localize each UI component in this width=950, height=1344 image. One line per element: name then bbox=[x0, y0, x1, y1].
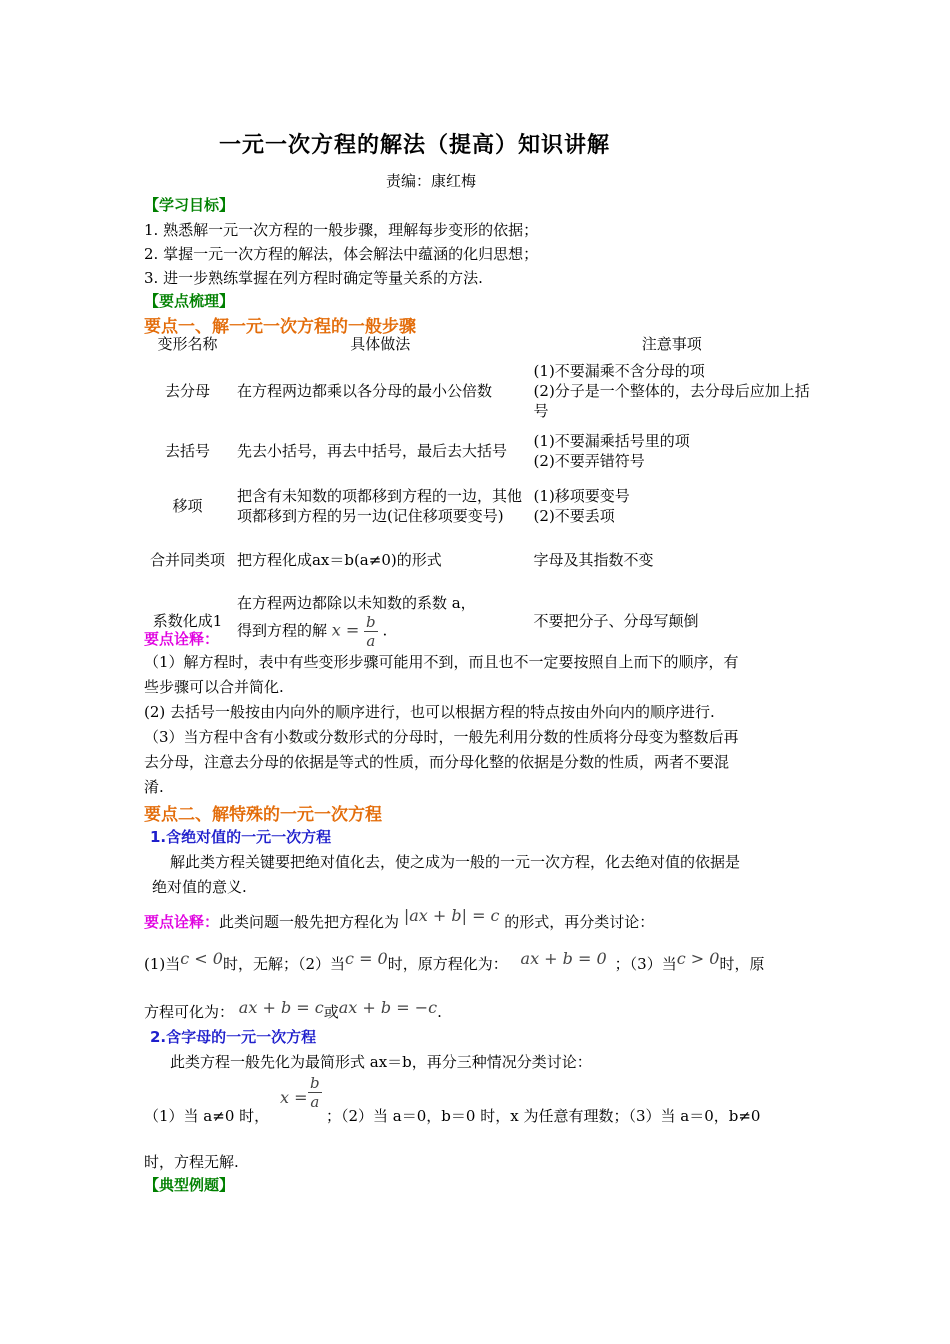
step-name: 合并同类项 bbox=[149, 551, 225, 569]
step-method: 在方程两边都乘以各分母的最小公倍数 bbox=[236, 382, 492, 400]
fraction-denominator: a bbox=[366, 631, 376, 650]
solution-fraction bbox=[364, 613, 378, 650]
step-name: 系数化成1 bbox=[152, 612, 223, 630]
step-notes: (1)不要漏乘括号里的项 (2)不要弄错符号 bbox=[533, 432, 690, 470]
sub1-cases bbox=[144, 949, 810, 976]
explain-heading: 要点诠释： bbox=[144, 630, 220, 648]
sub1-text: 绝对值的意义. bbox=[152, 878, 247, 896]
author-line: 责编：康红梅 bbox=[386, 172, 477, 190]
step-notes: 字母及其指数不变 bbox=[533, 551, 654, 569]
case-text: 或 bbox=[323, 1003, 339, 1021]
step-method-line: 在方程两边都除以未知数的系数 a， bbox=[236, 593, 476, 612]
page-title: 一元一次方程的解法（提高）知识讲解 bbox=[219, 133, 611, 158]
case-text: (1)当 bbox=[144, 955, 181, 973]
table-row bbox=[144, 355, 810, 427]
goals-heading: 【学习目标】 bbox=[144, 196, 235, 214]
goal-item: 2. 掌握一元一次方程的解法，体会解法中蕴涵的化归思想； bbox=[144, 245, 539, 263]
equation-math: ax + b = 0 bbox=[520, 949, 607, 968]
step-notes: (1)移项要变号 (2)不要丢项 bbox=[533, 487, 630, 525]
point2-heading: 要点二、解特殊的一元一次方程 bbox=[144, 805, 382, 825]
step-method: 把含有未知数的项都移到方程的一边，其他项都移到方程的另一边(记住移项要变号) bbox=[236, 487, 522, 525]
table-header-row bbox=[144, 333, 810, 355]
note-label: 要点诠释： bbox=[144, 913, 220, 931]
sub2-cases bbox=[144, 1076, 810, 1124]
abs-equation: |ax + b| = c bbox=[403, 906, 500, 925]
step-method-text: 得到方程的解 bbox=[236, 621, 327, 639]
step-name: 移项 bbox=[172, 497, 203, 515]
step-name: 去分母 bbox=[164, 382, 210, 400]
explain-line: (2) 去括号一般按由内向外的顺序进行，也可以根据方程的特点按由外向内的顺序进行. bbox=[144, 703, 715, 721]
sub2-line2: 时，方程无解. bbox=[144, 1153, 239, 1171]
step-method bbox=[231, 583, 524, 659]
steps-table bbox=[144, 333, 810, 659]
sub2-heading: 2.含字母的一元一次方程 bbox=[150, 1028, 317, 1046]
case-text: （1）当 a≠0 时， bbox=[144, 1107, 270, 1125]
sub1-heading: 1.含绝对值的一元一次方程 bbox=[150, 828, 332, 846]
sub1-text: 解此类方程关键要把绝对值化去，使之成为一般的一元一次方程，化去绝对值的依据是 bbox=[170, 853, 741, 871]
goal-item: 1. 熟悉解一元一次方程的一般步骤，理解每步变形的依据； bbox=[144, 221, 539, 239]
note-text: 此类问题一般先把方程化为 bbox=[219, 913, 400, 931]
review-heading: 【要点梳理】 bbox=[144, 292, 235, 310]
fraction-numerator: b bbox=[310, 1074, 320, 1092]
explain-line: （1）解方程时，表中有些变形步骤可能用不到，而且也不一定要按照自上而下的顺序，有 bbox=[144, 653, 739, 671]
table-row bbox=[144, 537, 810, 583]
header-cell: 具体做法 bbox=[350, 335, 411, 353]
fraction-numerator: b bbox=[366, 612, 376, 631]
step-notes: 不要把分子、分母写颠倒 bbox=[533, 612, 699, 630]
case-text: 时，原方程化为： bbox=[387, 955, 508, 973]
header-cell: 变形名称 bbox=[157, 335, 218, 353]
examples-heading: 【典型例题】 bbox=[144, 1176, 235, 1194]
condition-math: c > 0 bbox=[676, 949, 720, 968]
period: . bbox=[382, 621, 388, 639]
point1-heading: 要点一、解一元一次方程的一般步骤 bbox=[144, 317, 416, 337]
case-text: 方程可化为： bbox=[144, 1003, 235, 1021]
solution-lhs: x = bbox=[331, 620, 360, 639]
case-text: 时，无解；（2）当 bbox=[222, 955, 346, 973]
step-name: 去括号 bbox=[164, 442, 210, 460]
case-text: ；（3）当 bbox=[614, 955, 677, 973]
equation-math: ax + b = −c bbox=[338, 998, 438, 1017]
sub1-note bbox=[144, 906, 810, 934]
step-method: 把方程化成ax＝b(a≠0)的形式 bbox=[236, 551, 442, 569]
explain-line: 去分母，注意去分母的依据是等式的性质，而分母化整的依据是分数的性质，两者不要混 bbox=[144, 753, 730, 771]
solution-fraction bbox=[308, 1074, 322, 1111]
explain-line: （3）当方程中含有小数或分数形式的分母时，一般先利用分数的性质将分母变为整数后再 bbox=[144, 728, 739, 746]
condition-math: c < 0 bbox=[180, 949, 223, 968]
equation-math: ax + b = c bbox=[238, 998, 324, 1017]
note-text: 的形式，再分类讨论： bbox=[504, 913, 655, 931]
condition-math: c = 0 bbox=[345, 949, 388, 968]
case-text: . bbox=[437, 1003, 442, 1021]
table-row bbox=[144, 427, 810, 475]
step-method-line bbox=[237, 613, 524, 650]
explain-line: 淆. bbox=[144, 778, 164, 796]
explain-line: 些步骤可以合并简化. bbox=[144, 678, 284, 696]
goal-item: 3. 进一步熟练掌握在列方程时确定等量关系的方法. bbox=[144, 269, 483, 287]
table-row bbox=[144, 583, 810, 659]
case-text: 时，原 bbox=[719, 955, 765, 973]
solution-lhs: x = bbox=[280, 1088, 308, 1107]
step-method: 先去小括号，再去中括号，最后去大括号 bbox=[236, 442, 507, 460]
fraction-denominator: a bbox=[310, 1093, 320, 1111]
step-notes: (1)不要漏乘不含分母的项 (2)分子是一个整体的，去分母后应加上括号 bbox=[533, 362, 810, 420]
case-text: ；（2）当 a＝0，b＝0 时，x 为任意有理数；（3）当 a＝0，b≠0 bbox=[326, 1107, 761, 1125]
sub2-text: 此类方程一般先化为最简形式 ax＝b，再分三种情况分类讨论： bbox=[170, 1053, 592, 1071]
sub1-cases-line2 bbox=[144, 1000, 810, 1024]
header-cell: 注意事项 bbox=[641, 335, 702, 353]
table-row bbox=[144, 475, 810, 537]
